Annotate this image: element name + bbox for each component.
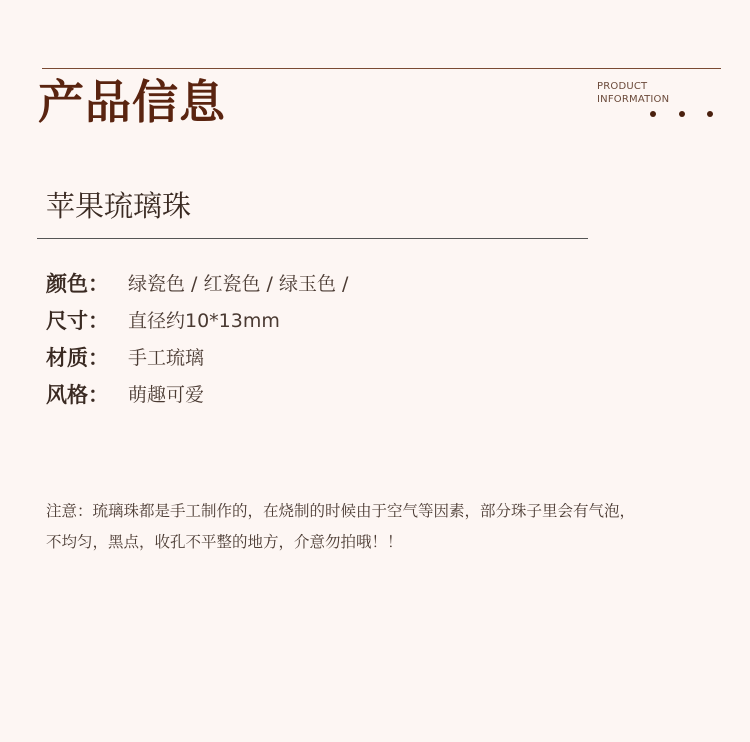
page-title: 产品信息 xyxy=(38,75,226,129)
spec-list xyxy=(46,264,348,412)
notice-line-1: 注意：琉璃珠都是手工制作的，在烧制的时候由于空气等因素，部分珠子里会有气泡， xyxy=(46,502,636,520)
spec-value: 绿瓷色 / 红瓷色 / 绿玉色 / xyxy=(128,273,349,295)
spec-row-material xyxy=(46,338,348,375)
tag-line-2: INFORMATION xyxy=(597,94,670,105)
product-name: 苹果琉璃珠 xyxy=(46,189,192,223)
spec-row-color xyxy=(46,264,348,301)
dot-icon xyxy=(707,111,713,117)
spec-value: 直径约10*13mm xyxy=(128,310,280,332)
spec-label: 材质： xyxy=(46,345,109,370)
notice-text xyxy=(46,496,726,558)
notice-line-2: 不均匀，黑点，收孔不平整的地方，介意勿拍哦！！ xyxy=(46,533,403,551)
spec-row-style xyxy=(46,375,348,412)
spec-row-size xyxy=(46,301,348,338)
spec-label: 颜色： xyxy=(46,271,109,296)
product-name-divider xyxy=(37,238,588,239)
spec-label: 尺寸： xyxy=(46,308,109,333)
dot-icon xyxy=(650,111,656,117)
spec-label: 风格： xyxy=(46,382,109,407)
spec-value: 手工琉璃 xyxy=(128,347,205,369)
tag-line-1: PRODUCT xyxy=(597,81,648,92)
header-divider xyxy=(42,68,721,69)
dot-icon xyxy=(679,111,685,117)
product-information-tag xyxy=(597,80,669,106)
spec-value: 萌趣可爱 xyxy=(128,384,205,406)
